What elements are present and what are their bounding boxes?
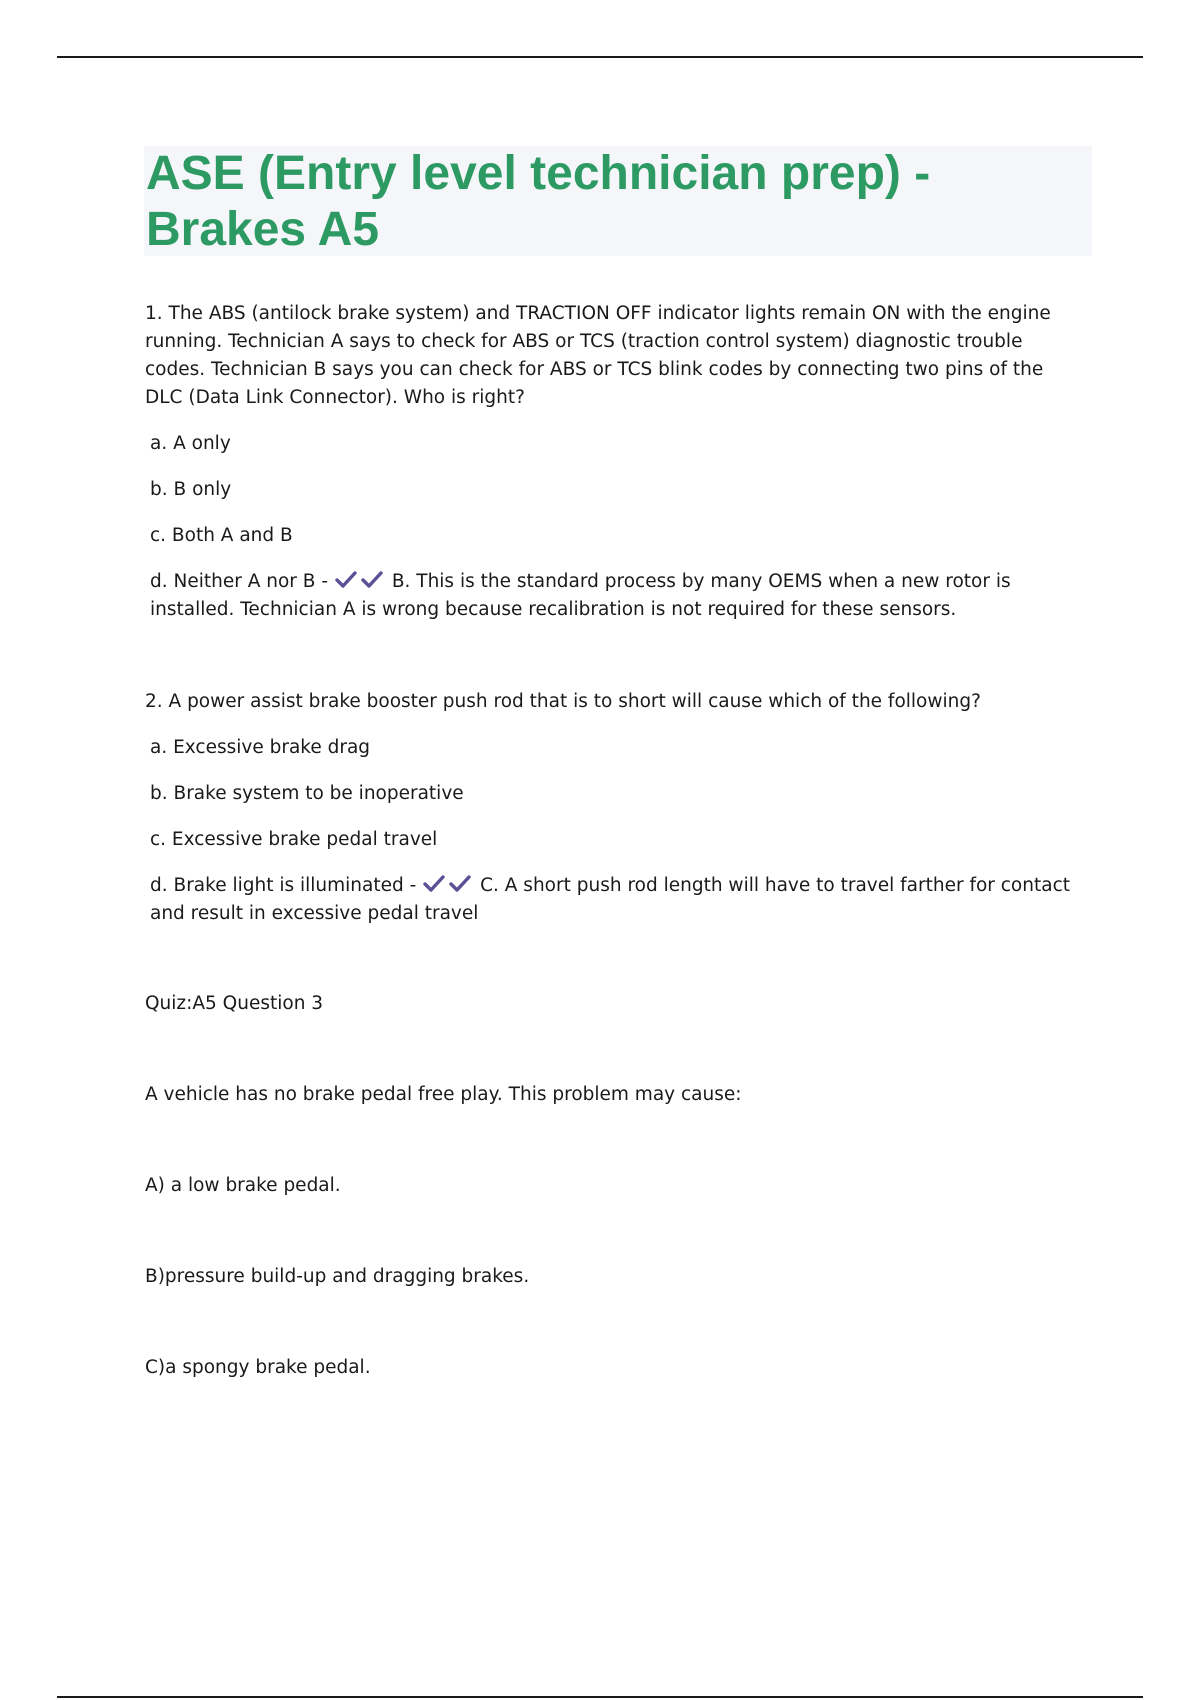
option-c: c. Both A and B [150, 525, 293, 546]
header-rule [57, 56, 1143, 58]
option-a: a. A only [150, 433, 231, 454]
option-a: A) a low brake pedal. [145, 1175, 341, 1196]
check-mark-icon [448, 874, 472, 894]
answer-explanation: B. This is the standard process by many OEMS when a new rotor is installed. Technician A is wrong because recalibration is not required for these sensors. [150, 571, 1011, 620]
option-d-with-answer [150, 872, 1085, 928]
quiz-heading: Quiz:A5 Question 3 [145, 993, 324, 1014]
footer-rule [57, 1696, 1143, 1698]
option-c: C)a spongy brake pedal. [145, 1357, 371, 1378]
document-body [145, 300, 1085, 1382]
question-text: A vehicle has no brake pedal free play. This problem may cause: [145, 1084, 742, 1105]
question-1 [145, 300, 1085, 624]
option-d: d. Brake light is illuminated - [150, 875, 417, 896]
option-b: b. Brake system to be inoperative [150, 783, 464, 804]
page-title: ASE (Entry level technician prep) - Brakes A5 [146, 147, 931, 256]
check-mark-icon [360, 570, 384, 590]
question-text: 1. The ABS (antilock brake system) and TRACTION OFF indicator lights remain ON with the engine running. Technician A says to check for ABS or TCS (traction control system) diagnostic trouble codes. Technician B says you can check for ABS or TCS blink codes by connecting two pins of the DLC (Data Link Connector). Who is right? [145, 303, 1051, 408]
question-2 [145, 688, 1085, 928]
option-b: B)pressure build-up and dragging brakes. [145, 1266, 530, 1287]
check-mark-icon [334, 570, 358, 590]
option-b: b. B only [150, 479, 232, 500]
answer-explanation: C. A short push rod length will have to travel farther for contact and result in excessive pedal travel [150, 875, 1070, 924]
question-text: 2. A power assist brake booster push rod that is to short will cause which of the following? [145, 691, 981, 712]
check-mark-icon [422, 874, 446, 894]
option-c: c. Excessive brake pedal travel [150, 829, 438, 850]
question-3 [145, 990, 1085, 1382]
option-d: d. Neither A nor B - [150, 571, 329, 592]
title-banner [144, 146, 1092, 256]
option-d-with-answer [150, 568, 1085, 624]
option-a: a. Excessive brake drag [150, 737, 371, 758]
